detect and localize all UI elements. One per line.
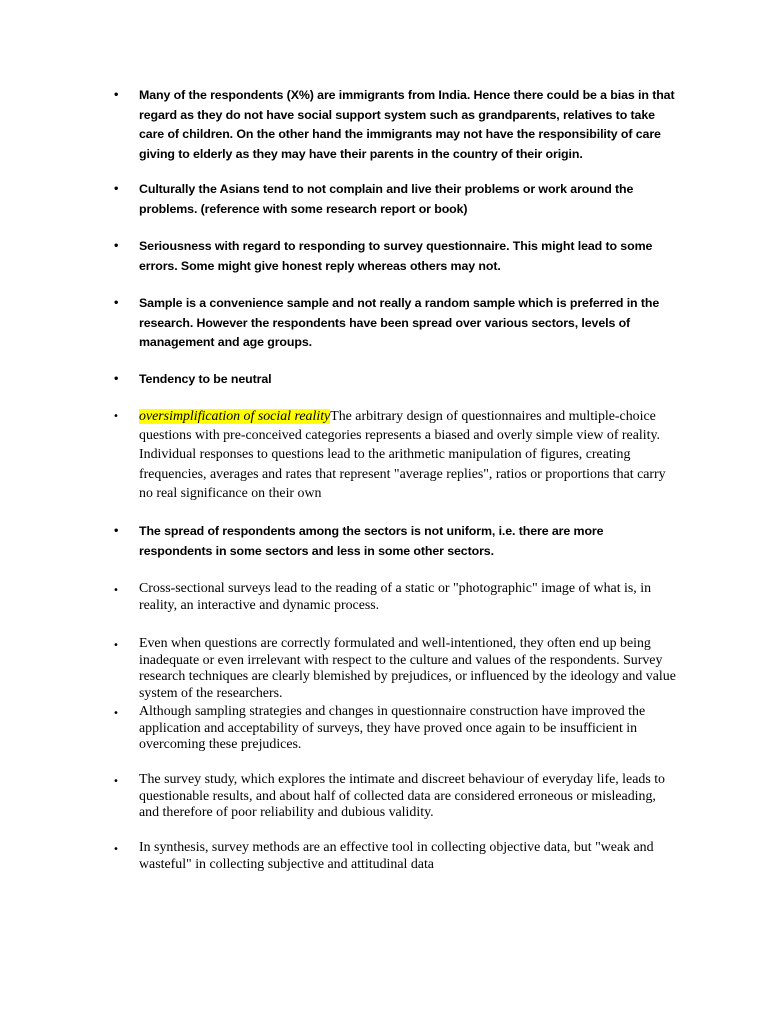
bullet-text: Tendency to be neutral <box>139 372 272 386</box>
bullet-item <box>113 581 679 614</box>
bullet-item <box>113 704 679 754</box>
bullet-marker: • <box>113 374 120 385</box>
bullet-text: The spread of respondents among the sectors is not uniform, i.e. there are more respondents in some sectors and less in some other sectors. <box>139 524 604 558</box>
bullet-text: Although sampling strategies and changes in questionnaire construction have improved the application and acceptability of surveys, they have proved once again to be insufficient in overcoming these prejudices. <box>139 704 646 753</box>
bullet-item <box>113 522 679 561</box>
bullet-item <box>113 636 679 702</box>
bullet-marker: • <box>113 90 120 101</box>
bullet-text: Sample is a convenience sample and not really a random sample which is preferred in the research. However the respondents have been spread over various sectors, levels of management and age groups. <box>139 296 660 350</box>
bullet-marker: • <box>113 184 120 195</box>
bullet-item <box>113 407 679 503</box>
bullet-marker: • <box>113 708 119 719</box>
bullet-item <box>113 772 679 822</box>
bullet-marker: • <box>113 526 120 537</box>
bullet-text: Seriousness with regard to responding to survey questionnaire. This might lead to some errors. Some might give honest reply whereas others may not. <box>139 239 653 273</box>
bullet-text: Culturally the Asians tend to not complain and live their problems or work around the problems. (reference with some research report or book) <box>139 182 634 216</box>
bullet-text: Cross-sectional surveys lead to the reading of a static or "photographic" image of what is, in reality, an interactive and dynamic process. <box>139 581 652 613</box>
bullet-marker: • <box>113 241 120 252</box>
bullet-text: In synthesis, survey methods are an effective tool in collecting objective data, but "weak and wasteful" in collecting subjective and attitudinal data <box>139 840 654 872</box>
bullet-item <box>113 86 679 164</box>
bullet-marker: • <box>113 298 120 309</box>
bullet-item <box>113 370 679 390</box>
bullet-text: Many of the respondents (X%) are immigrants from India. Hence there could be a bias in that regard as they do not have social support system such as grandparents, relatives to take care of children. On the other hand the immigrants may not have the responsibility of care giving to elderly as they may have their parents in the country of their origin. <box>139 88 675 161</box>
bullet-marker: • <box>113 844 119 855</box>
bullet-text: The survey study, which explores the intimate and discreet behaviour of everyday life, leads to questionable results, and about half of collected data are considered erroneous or misleading, and therefore of poor reliability and dubious validity. <box>139 772 665 821</box>
bullet-marker: • <box>113 640 119 651</box>
bullet-marker: • <box>113 585 119 596</box>
bullet-marker: • <box>113 776 119 787</box>
bullet-item <box>113 180 679 219</box>
bullet-item <box>113 237 679 276</box>
bullet-text: Even when questions are correctly formulated and well-intentioned, they often end up being inadequate or even irrelevant with respect to the culture and values of the respondents. Survey research techniques are clearly blemished by prejudices, or influenced by the ideology and value system of the researchers. <box>139 636 676 701</box>
bullet-marker: • <box>113 411 119 422</box>
highlighted-phrase: oversimplification of social reality <box>139 409 331 424</box>
bullet-item <box>113 840 679 873</box>
bullet-item <box>113 294 679 353</box>
bullet-text: The arbitrary design of questionnaires and multiple-choice questions with pre-conceived categories represents a biased and overly simple view of reality. Individual responses to questions lead to the arithmetic manipulation of figures, creating frequencies, averages and rates that represent "average replies", ratios or proportions that carry no real significance on their own <box>139 409 666 501</box>
